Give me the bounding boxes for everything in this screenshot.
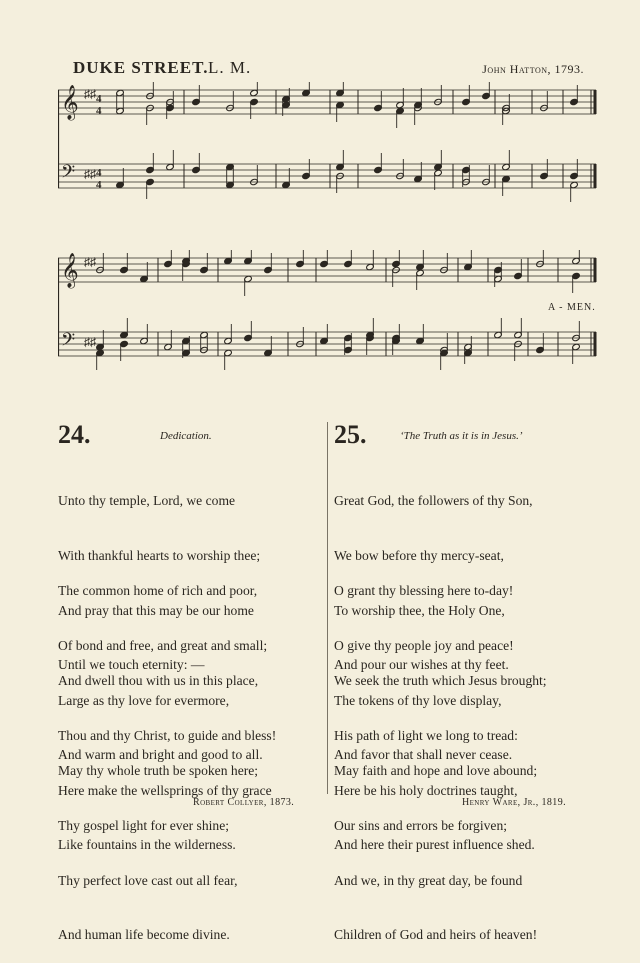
key-signature-icon: ♯♯	[84, 87, 96, 101]
hymn-number-24: 24.	[58, 420, 91, 449]
time-signature-icon: 4	[96, 179, 102, 191]
hymn-title-25: ‘The Truth as it is in Jesus.’	[400, 430, 523, 442]
verse-line: O grant thy blessing here to-day!	[334, 583, 514, 599]
verse-line: We bow before thy mercy-seat,	[334, 548, 504, 563]
verse-line: And human life become divine.	[58, 927, 230, 943]
key-signature-icon: ♯♯	[84, 335, 96, 349]
music-system-2	[58, 250, 598, 370]
hymn-24-author: Robert Collyer, 1873.	[193, 797, 295, 808]
verse-line: The tokens of thy love display,	[334, 692, 502, 708]
verse-line: Great God, the followers of thy Son,	[334, 493, 533, 509]
time-signature-icon: 4	[96, 105, 102, 117]
bass-clef-icon: 𝄢	[61, 162, 76, 187]
tune-composer: John Hatton, 1793.	[482, 62, 584, 76]
verse-line: And we, in thy great day, be found	[334, 872, 523, 888]
verse-line: Until we touch eternity: —	[58, 657, 205, 673]
verse-line: With thankful hearts to worship thee;	[58, 548, 261, 563]
hymn-25-author: Henry Ware, Jr., 1819.	[462, 797, 567, 808]
bass-clef-icon: 𝄢	[61, 330, 76, 355]
music-system-1	[58, 82, 598, 202]
time-signature-icon: 4	[96, 167, 102, 179]
verse-line: Thy gospel light for ever shine;	[58, 818, 230, 833]
hymn-25-stanza-4	[334, 726, 537, 963]
tune-name: DUKE STREET.	[73, 58, 209, 77]
verse-line: Here make the wellsprings of thy grace	[58, 782, 272, 798]
hymn-24-stanza-4	[58, 726, 258, 963]
verse-line: Children of God and heirs of heaven!	[334, 927, 538, 943]
verse-line: And pour our wishes at thy feet.	[334, 657, 509, 673]
amen-label: A - MEN.	[548, 302, 596, 313]
column-divider	[327, 422, 328, 794]
music-score-1	[58, 82, 598, 202]
treble-clef-icon: 𝄞	[61, 253, 79, 288]
verse-line: Here be his holy doctrines taught,	[334, 782, 518, 798]
verse-line: The common home of rich and poor,	[58, 583, 258, 599]
verse-line: Our sins and errors be forgiven;	[334, 818, 508, 833]
time-signature-icon: 4	[96, 93, 102, 105]
verse-line: And warm and bright and good to all.	[58, 747, 263, 763]
hymn-title-24: Dedication.	[160, 430, 212, 442]
verse-line: And favor that shall never cease.	[334, 747, 513, 763]
treble-clef-icon: 𝄞	[61, 85, 79, 120]
verse-line: His path of light we long to tread:	[334, 728, 518, 743]
key-signature-icon: ♯♯	[84, 167, 96, 181]
verse-line: O give thy people joy and peace!	[334, 638, 514, 653]
verse-line: And pray that this may be our home	[58, 602, 254, 618]
hymn-number-25: 25.	[334, 420, 367, 449]
verse-line: Of bond and free, and great and small;	[58, 638, 268, 653]
verse-line: To worship thee, the Holy One,	[334, 602, 505, 618]
verse-line: May faith and hope and love abound;	[334, 763, 538, 779]
verse-line: We seek the truth which Jesus brought;	[334, 673, 547, 689]
tune-header	[0, 58, 640, 82]
verse-line: Large as thy love for evermore,	[58, 692, 230, 708]
verse-line: And here their purest influence shed.	[334, 837, 535, 853]
verse-line: Thou and thy Christ, to guide and bless!	[58, 728, 277, 743]
verse-line: And dwell thou with us in this place,	[58, 673, 259, 689]
verse-line: May thy whole truth be spoken here;	[58, 763, 259, 779]
key-signature-icon: ♯♯	[84, 255, 96, 269]
verse-line: Unto thy temple, Lord, we come	[58, 493, 236, 509]
tune-meter: L. M.	[208, 58, 252, 77]
music-score-2	[58, 250, 598, 370]
verse-line: Thy perfect love cast out all fear,	[58, 872, 238, 888]
verse-line: Like fountains in the wilderness.	[58, 837, 236, 853]
